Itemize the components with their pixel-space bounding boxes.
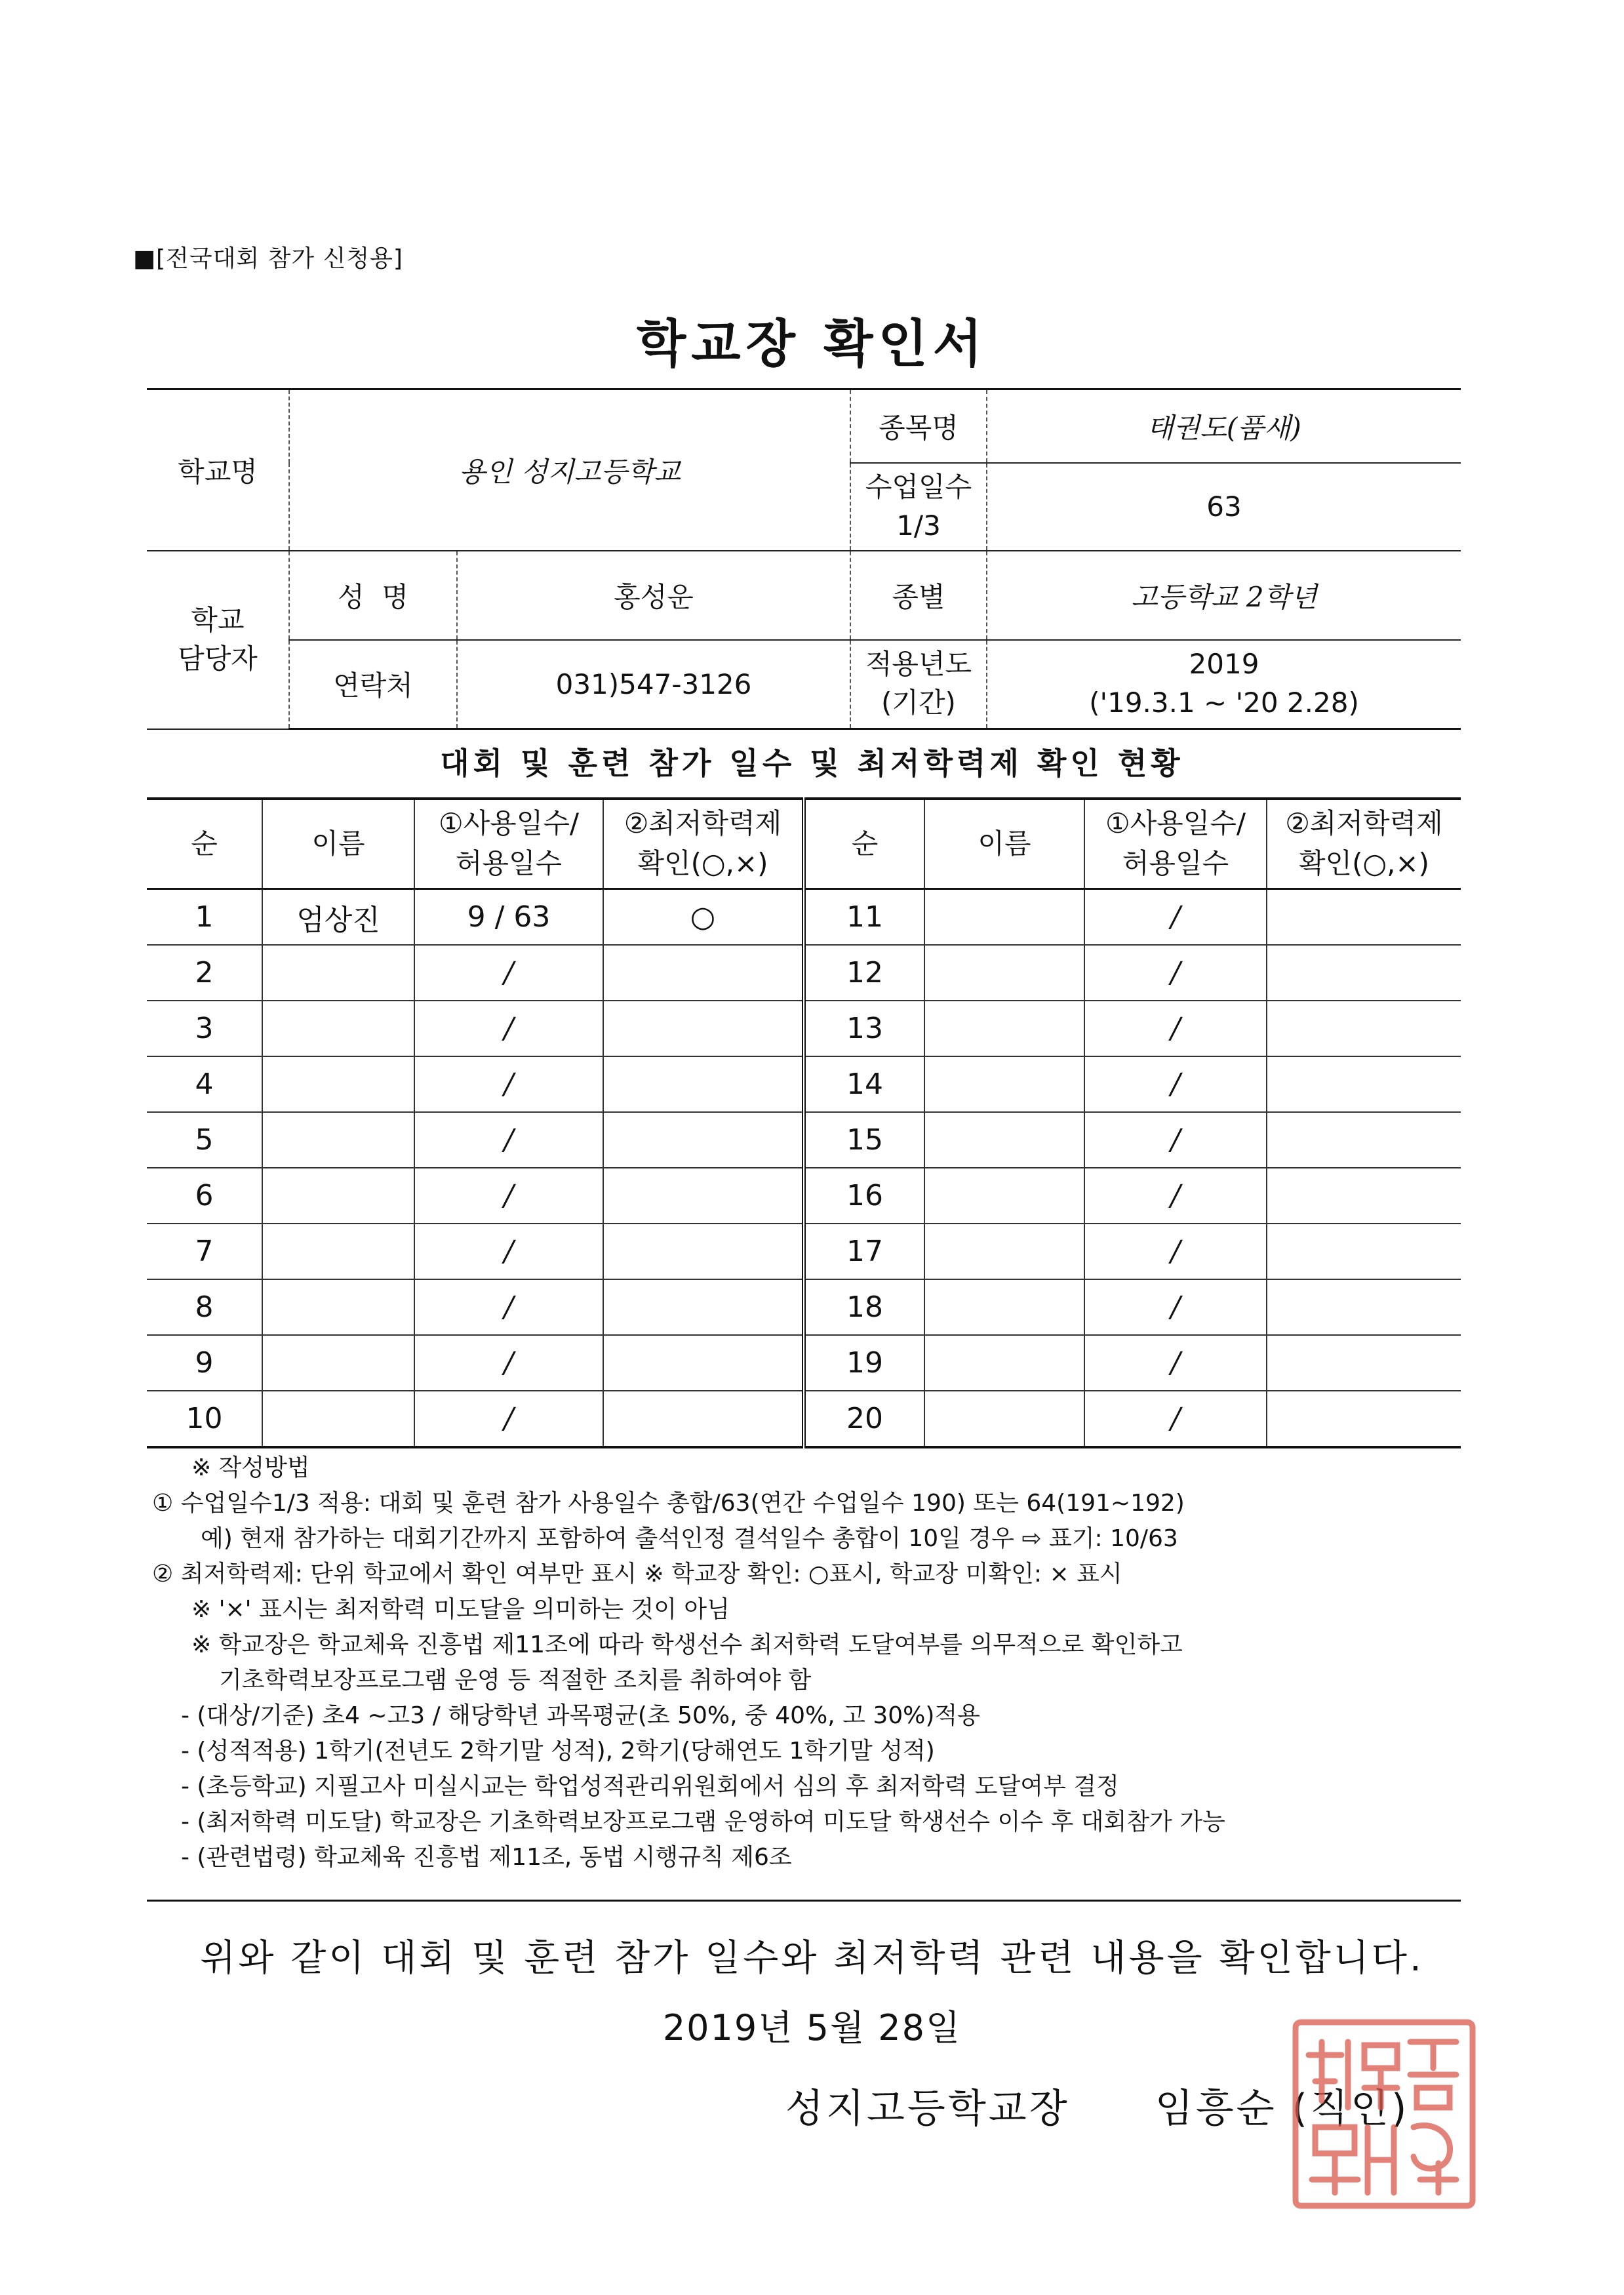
- header-days-right: [1084, 799, 1267, 889]
- row-no: 3: [147, 1001, 262, 1056]
- year-label: [850, 640, 987, 729]
- row-days: /: [1084, 1168, 1267, 1224]
- row-days: /: [1084, 945, 1267, 1001]
- sport-label: 종목명: [850, 389, 987, 463]
- row-no: 15: [804, 1112, 924, 1168]
- sport-value: 태권도(품새): [987, 389, 1461, 463]
- note-class-days-example: 예) 현재 참가하는 대회기간까지 포함하여 출석인정 결석일수 총합이 10일 경우 ⇨ 표기: 10/63: [201, 1525, 1178, 1552]
- row-no: 18: [804, 1279, 924, 1335]
- note-x-mark: ※ '×' 표시는 최저학력 미도달을 의미하는 것이 아님: [191, 1596, 730, 1623]
- contact-value: 031)547-3126: [457, 640, 850, 729]
- class-days-label-line1: 수업일수: [865, 470, 972, 503]
- school-name-label: 학교명: [147, 389, 289, 551]
- row-check: [1267, 1335, 1461, 1391]
- section-subtitle: 대회 및 훈련 참가 일수 및 최저학력제 확인 현황: [440, 746, 1184, 781]
- row-check: [603, 1335, 804, 1391]
- row-check: [603, 1279, 804, 1335]
- row-no: 2: [147, 945, 262, 1001]
- row-days: /: [414, 1335, 603, 1391]
- header-check-line1: ②최저학력제: [1285, 807, 1443, 840]
- year-value-line1: 2019: [1189, 648, 1259, 681]
- principal-name: 임흥순 (직인): [1155, 2086, 1410, 2132]
- row-name: [924, 1279, 1084, 1335]
- row-check: [1267, 1168, 1461, 1224]
- row-no: 10: [147, 1391, 262, 1447]
- row-name: [924, 1391, 1084, 1447]
- note-related-law: - (관련법령) 학교체육 진흥법 제11조, 동법 시행규칙 제6조: [181, 1844, 792, 1871]
- row-days: /: [414, 1168, 603, 1224]
- row-no: 11: [804, 889, 924, 946]
- contact-label: 연락처: [289, 640, 457, 729]
- notes-heading: ※ 작성방법: [191, 1454, 310, 1481]
- confirmation-statement: 위와 같이 대회 및 훈련 참가 일수와 최저학력 관련 내용을 확인합니다.: [200, 1937, 1424, 1980]
- row-days: /: [1084, 1279, 1267, 1335]
- note-class-days: ① 수업일수1/3 적용: 대회 및 훈련 참가 사용일수 총합/63(연간 수업일수 190) 또는 64(191~192): [152, 1490, 1185, 1517]
- seal-glyph-group-2: [1410, 2042, 1456, 2107]
- row-no: 7: [147, 1224, 262, 1279]
- row-days: /: [1084, 1056, 1267, 1112]
- year-value-line2: ('19.3.1 ~ '20 2.28): [1089, 687, 1359, 719]
- instructions-notes: [152, 1450, 1463, 1875]
- row-name: 엄상진: [262, 889, 414, 946]
- row-check: [1267, 1001, 1461, 1056]
- table-row: [147, 1168, 1461, 1224]
- table-row: [147, 1112, 1461, 1168]
- row-no: 4: [147, 1056, 262, 1112]
- seal-strokes: [1296, 2022, 1473, 2206]
- table-row: [147, 1056, 1461, 1112]
- row-check: [603, 1168, 804, 1224]
- row-check: [603, 1391, 804, 1447]
- table-row: [147, 1279, 1461, 1335]
- row-check: [1267, 1224, 1461, 1279]
- row-no: 9: [147, 1335, 262, 1391]
- row-name: [924, 1224, 1084, 1279]
- row-days: /: [1084, 1112, 1267, 1168]
- note-min-academic: ② 최저학력제: 단위 학교에서 확인 여부만 표시 ※ 학교장 확인: ○표시, 학교장 미확인: × 표시: [152, 1561, 1122, 1587]
- issue-date: 2019년 5월 28일: [662, 2007, 962, 2048]
- principal-title: 성지고등학교장: [785, 2086, 1070, 2132]
- header-name-right: 이름: [924, 799, 1084, 889]
- table-header-row: [147, 799, 1461, 889]
- row-check: ○: [603, 889, 804, 946]
- form-type-label: ■[전국대회 참가 신청용]: [133, 245, 403, 272]
- row-check: [1267, 1056, 1461, 1112]
- header-check-right: [1267, 799, 1461, 889]
- document-title: 학교장 확인서: [636, 315, 988, 374]
- header-days-line1: ①사용일수/: [438, 807, 580, 840]
- row-name: [262, 1279, 414, 1335]
- row-name: [924, 1168, 1084, 1224]
- table-row: [147, 1391, 1461, 1447]
- row-name: [262, 1168, 414, 1224]
- official-seal-icon: [1289, 2016, 1479, 2212]
- header-check-left: [603, 799, 804, 889]
- table-row: [147, 1001, 1461, 1056]
- row-check: [1267, 889, 1461, 946]
- year-label-line2: (기간): [881, 687, 956, 719]
- note-principal-duty-cont: 기초학력보장프로그램 운영 등 적절한 조치를 취하여야 함: [219, 1667, 812, 1694]
- row-no: 16: [804, 1168, 924, 1224]
- row-days: /: [1084, 889, 1267, 946]
- class-days-label-line2: 1/3: [896, 509, 941, 542]
- row-name: [924, 1335, 1084, 1391]
- row-check: [1267, 1112, 1461, 1168]
- class-days-value: 63: [987, 463, 1461, 551]
- school-name-value: 용인 성지고등학교: [289, 389, 850, 551]
- class-days-label: [850, 463, 987, 551]
- staff-label-line1: 학교: [191, 603, 245, 636]
- row-name: [262, 1056, 414, 1112]
- row-name: [262, 1391, 414, 1447]
- row-days: /: [1084, 1001, 1267, 1056]
- row-no: 12: [804, 945, 924, 1001]
- row-no: 13: [804, 1001, 924, 1056]
- row-days: /: [1084, 1391, 1267, 1447]
- staff-name-label: 성 명: [289, 551, 457, 640]
- row-name: [924, 945, 1084, 1001]
- note-grade-application: - (성적적용) 1학기(전년도 2학기말 성적), 2학기(당해연도 1학기말 성적): [181, 1738, 935, 1765]
- row-name: [262, 1112, 414, 1168]
- staff-label: [147, 551, 289, 729]
- row-days: /: [1084, 1224, 1267, 1279]
- seal-glyph-group-3: [1312, 2127, 1394, 2193]
- header-check-line1: ②최저학력제: [624, 807, 782, 840]
- header-name-left: 이름: [262, 799, 414, 889]
- seal-glyph-group-1: [1309, 2042, 1397, 2107]
- note-principal-duty: ※ 학교장은 학교체육 진흥법 제11조에 따라 학생선수 최저학력 도달여부를 의무적으로 확인하고: [191, 1631, 1183, 1658]
- row-days: /: [414, 1056, 603, 1112]
- row-check: [603, 1224, 804, 1279]
- row-no: 6: [147, 1168, 262, 1224]
- row-name: [924, 1001, 1084, 1056]
- year-label-line1: 적용년도: [865, 648, 972, 681]
- header-days-line1: ①사용일수/: [1105, 807, 1246, 840]
- row-check: [603, 1056, 804, 1112]
- row-name: [262, 1001, 414, 1056]
- category-label: 종별: [850, 551, 987, 640]
- table-row: [147, 1224, 1461, 1279]
- table-row: [147, 1335, 1461, 1391]
- header-check-line2: 확인(○,×): [1298, 847, 1430, 879]
- table-row: [147, 945, 1461, 1001]
- row-check: [1267, 1279, 1461, 1335]
- category-value: 고등학교 2학년: [987, 551, 1461, 640]
- row-days: /: [414, 1224, 603, 1279]
- row-name: [924, 889, 1084, 946]
- row-no: 1: [147, 889, 262, 946]
- header-days-line2: 허용일수: [455, 847, 563, 879]
- row-no: 5: [147, 1112, 262, 1168]
- table-row: [147, 889, 1461, 946]
- row-no: 14: [804, 1056, 924, 1112]
- row-days: /: [414, 1391, 603, 1447]
- row-check: [603, 1001, 804, 1056]
- note-below-minimum: - (최저학력 미도달) 학교장은 기초학력보장프로그램 운영하여 미도달 학생선수 이수 후 대회참가 가능: [181, 1808, 1225, 1835]
- header-no-right: 순: [804, 799, 924, 889]
- row-days: /: [414, 1001, 603, 1056]
- staff-label-line2: 담당자: [178, 642, 258, 675]
- row-days: /: [414, 1279, 603, 1335]
- header-no-left: 순: [147, 799, 262, 889]
- header-days-left: [414, 799, 603, 889]
- participants-table: [147, 797, 1461, 1448]
- row-no: 17: [804, 1224, 924, 1279]
- row-no: 19: [804, 1335, 924, 1391]
- row-check: [603, 1112, 804, 1168]
- note-target-criteria: - (대상/기준) 초4 ~고3 / 해당학년 과목평균(초 50%, 중 40%, 고 30%)적용: [181, 1702, 980, 1729]
- seal-glyph-group-4: [1414, 2125, 1456, 2193]
- row-days: 9 / 63: [414, 889, 603, 946]
- row-no: 20: [804, 1391, 924, 1447]
- row-days: /: [414, 1112, 603, 1168]
- year-value: [987, 640, 1461, 729]
- note-elementary: - (초등학교) 지필고사 미실시교는 학업성적관리위원회에서 심의 후 최저학력 도달여부 결정: [181, 1773, 1119, 1800]
- row-check: [603, 945, 804, 1001]
- header-check-line2: 확인(○,×): [637, 847, 768, 879]
- row-name: [924, 1056, 1084, 1112]
- row-name: [262, 1335, 414, 1391]
- row-check: [1267, 945, 1461, 1001]
- header-days-line2: 허용일수: [1122, 847, 1229, 879]
- row-name: [924, 1112, 1084, 1168]
- row-days: /: [1084, 1335, 1267, 1391]
- row-check: [1267, 1391, 1461, 1447]
- staff-name-value: 홍성운: [457, 551, 850, 640]
- row-name: [262, 1224, 414, 1279]
- row-days: /: [414, 945, 603, 1001]
- row-no: 8: [147, 1279, 262, 1335]
- divider: [147, 1900, 1461, 1902]
- row-name: [262, 945, 414, 1001]
- school-info-table: [147, 388, 1461, 730]
